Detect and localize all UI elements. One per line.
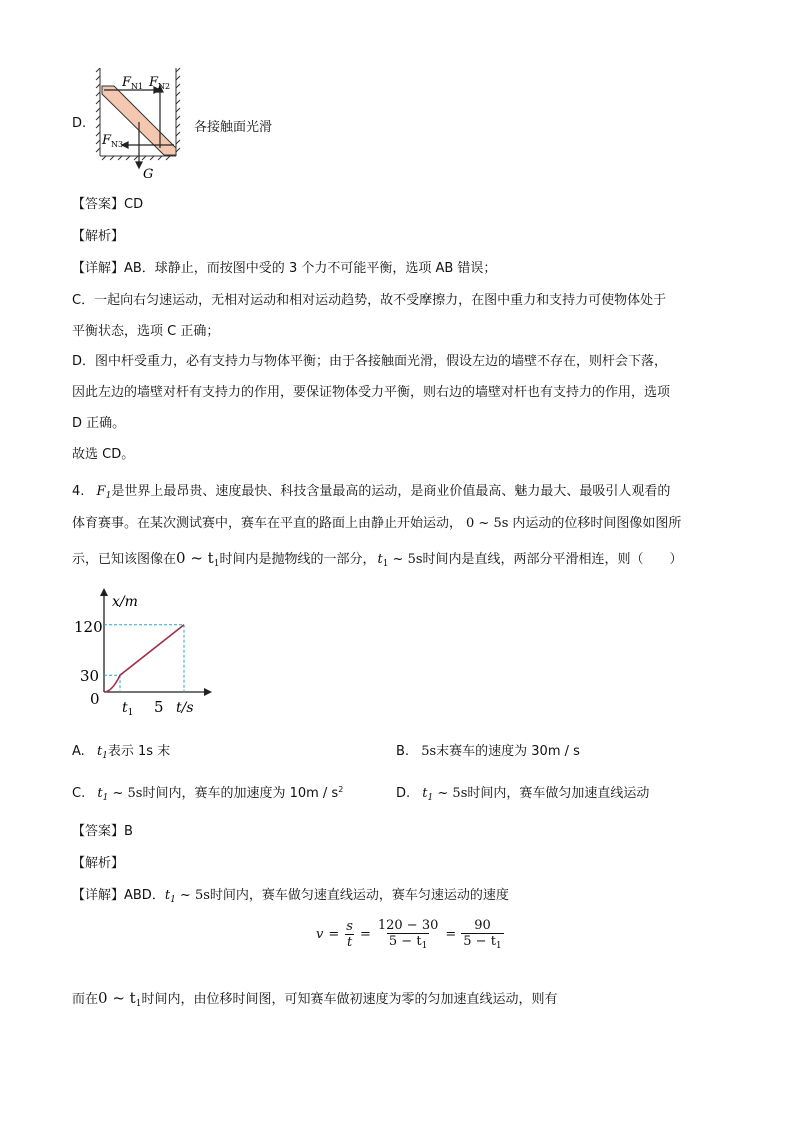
option-d-letter: D. [72,116,87,131]
q3-detail-line-4: D．图中杆受重力，必有支持力与物体平衡；由于各接触面光滑，假设左边的墙壁不存在，则杆会下落， [72,354,668,369]
y-axis-arrow [100,588,108,596]
y-tick-30: 30 [80,667,100,685]
q3-detail-line-1: 【详解】AB．球静止，而按图中受的 3 个力不可能平衡，选项 AB 错误； [72,261,497,276]
x-tick-5: 5 [154,698,164,716]
q3-answer: 【答案】CD [72,197,144,212]
option-c[interactable]: C. $t_1$ ~ 5s时间内，赛车的加速度为 $10m / s^2$ [72,785,344,803]
q4-number: 4. [72,484,85,499]
q4-stem-line-3: 示，已知该图像在0 ~ $t_1$时间内是抛物线的一部分， $t_1$ ~ 5s时间内是直线，两部分平滑相连，则（ ） [72,549,683,569]
y-axis-label: x/m [112,594,138,610]
q4-stem-line-1: 4. $F_1$是世界上最昂贵、速度最快、科技含量最高的运动，是商业价值最高、魅力最大、最吸引人观看的 [72,484,671,501]
q3-analysis-title: 【解析】 [72,229,125,244]
q3-conclusion: 故选 CD。 [72,447,135,462]
option-d[interactable]: D. $t_1$ ~ 5s时间内，赛车做匀加速直线运动 [396,786,650,803]
rod-between-walls-figure [92,64,192,184]
g-label: G [143,167,154,182]
q4-answer: 【答案】B [72,824,133,839]
origin-label: 0 [90,690,100,708]
q4-analysis-title: 【解析】 [72,856,125,871]
fn1-label: $F_{N1}$ [122,75,144,91]
velocity-formula: v = $\frac{s}{t}$ = $\frac{120 - 30}{5 - t_1}$ = $\frac{90}{5 - t_1}$ [316,918,502,951]
fn2-label: $F_{N2}$ [149,75,171,91]
x-axis-arrow [204,688,212,696]
option-a[interactable]: A. $t_1$表示 1s 末 [72,744,171,761]
q3-detail-line-5: 因此左边的墙壁对杆有支持力的作用，要保证物体受力平衡，则右边的墙壁对杆也有支持力的作用，选项 [72,385,671,400]
y-tick-120: 120 [74,618,103,636]
xt-graph [74,582,220,722]
q4-detail-line: 【详解】ABD．$t_1$ ~ 5s时间内，赛车做匀速直线运动，赛车匀速运动的速度 [72,888,509,905]
q3-detail-line-6: D 正确。 [72,416,126,431]
floor [100,156,176,160]
x-tick-t1: $t_1$ [122,700,134,718]
displacement-curve [104,625,184,692]
right-wall [176,68,180,156]
x-axis-label: t/s [176,700,194,716]
q3-detail-line-2: C．一起向右匀速运动，无相对运动和相对运动趋势，故不受摩擦力，在图中重力和支持力可使物体处于 [72,293,667,308]
left-wall [96,68,100,156]
option-b[interactable]: B. 5s末赛车的速度为 30m / s [396,744,580,759]
option-d-caption: 各接触面光滑 [194,120,273,135]
fn3-label: $F_{N3}$ [102,133,124,149]
q4-last-line: 而在0 ~ $t_1$时间内，由位移时间图，可知赛车做初速度为零的匀加速直线运动，则有 [72,989,558,1009]
q3-detail-line-3: 平衡状态，选项 C 正确； [72,324,220,339]
q4-stem-line-2: 体育赛事。在某次测试赛中，赛车在平直的路面上由静止开始运动， 0 ~ 5s 内运动的位移时间图像如图所 [72,516,682,531]
f1-symbol: $F_1$ [96,484,112,501]
